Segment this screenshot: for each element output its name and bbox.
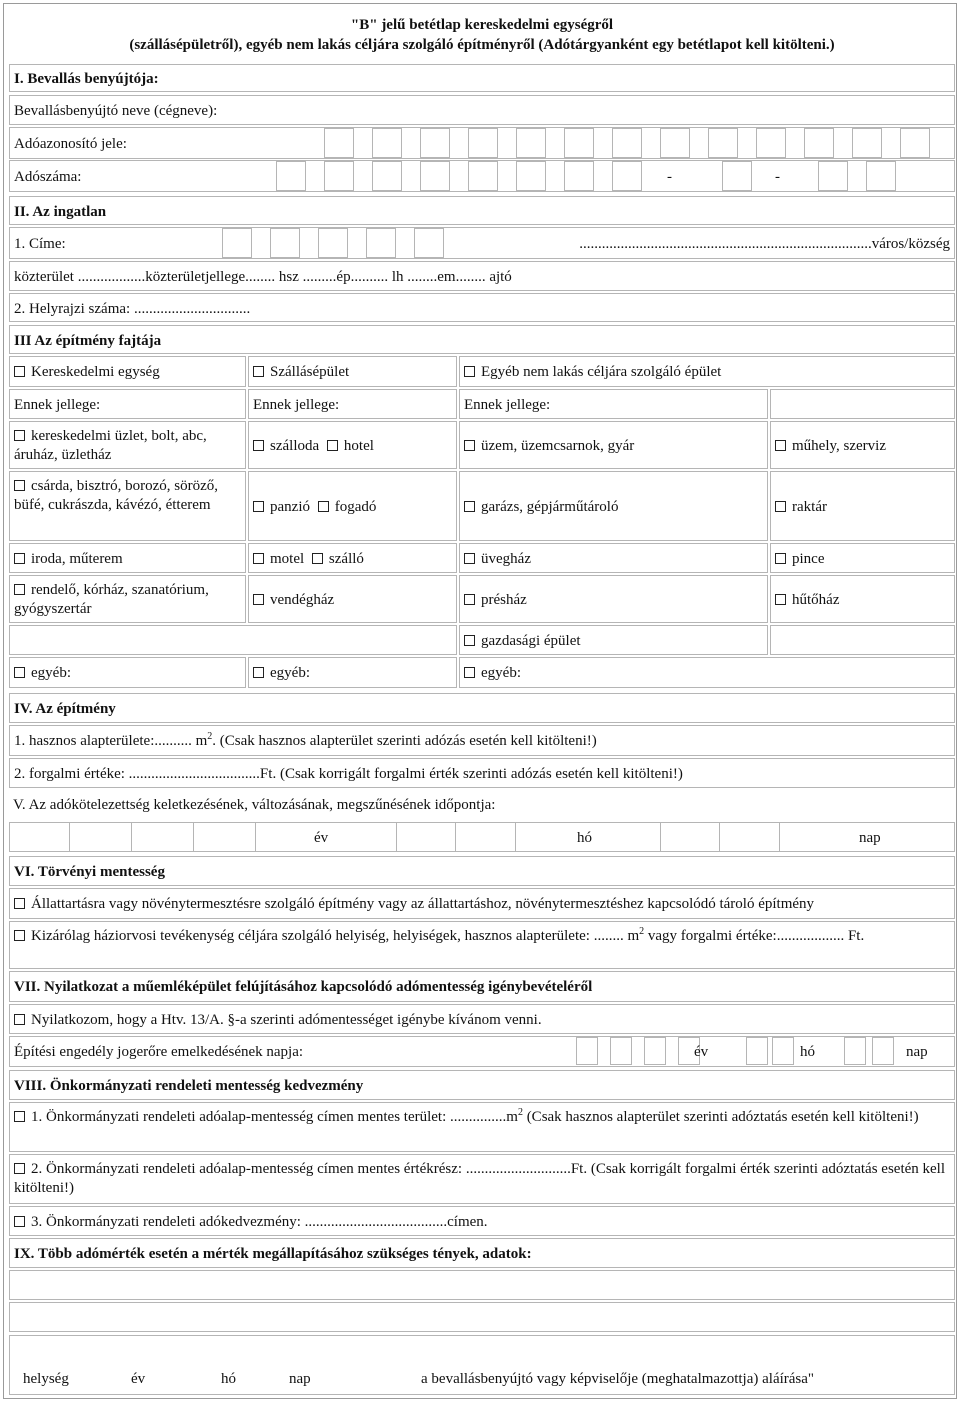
section-2-heading-row	[9, 196, 955, 225]
checkbox-icon[interactable]	[14, 1216, 25, 1227]
option-coldstore-label: hűtőház	[792, 592, 840, 608]
section-1-heading: I. Bevallás benyújtója:	[14, 71, 159, 87]
checkbox-icon[interactable]	[14, 480, 25, 491]
taxnum-row	[9, 160, 955, 192]
address-row	[9, 227, 955, 259]
option-garage[interactable]	[459, 471, 768, 541]
nature-label-cell	[459, 389, 768, 419]
month-digit-box[interactable]	[396, 823, 456, 851]
local-exemption-1-tail: (Csak hasznos alapterület szerinti adóztatás esetén kell kitölteni!)	[522, 1109, 919, 1125]
date-digit-box[interactable]	[70, 823, 132, 851]
taxid-digit-box[interactable]	[564, 128, 594, 158]
checkbox-icon[interactable]	[253, 440, 264, 451]
taxnum-digit-box[interactable]	[372, 161, 402, 191]
checkbox-icon[interactable]	[327, 440, 338, 451]
name-field[interactable]	[260, 96, 954, 124]
checkbox-icon[interactable]	[14, 930, 25, 941]
section-9-heading-row	[9, 1238, 955, 1268]
option-factory-label: üzem, üzemcsarnok, gyár	[481, 438, 635, 454]
date-digit-box[interactable]	[132, 823, 194, 851]
section-1-heading-row	[9, 64, 955, 92]
option-hotel-label: hotel	[343, 438, 374, 454]
permit-digit-box[interactable]	[772, 1037, 794, 1065]
option-office-label: iroda, műterem	[31, 551, 123, 567]
option-workshop-label: műhely, szerviz	[792, 438, 886, 454]
section-9-heading: IX. Több adómérték esetén a mérték megállapításához szükséges tények, adatok:	[14, 1246, 532, 1262]
signature-month-label: hó	[221, 1371, 236, 1387]
option-farm-building[interactable]	[459, 625, 768, 655]
taxid-digit-box[interactable]	[372, 128, 402, 158]
exemption-item-1-label: Állattartásra vagy növénytermesztésre szolgáló építmény vagy az állattartáshoz, növénytermesztéshez kapcsolódó tároló építmény	[31, 896, 815, 912]
city-suffix: ..............................................................................város/község	[579, 236, 950, 252]
category-other[interactable]	[459, 356, 955, 387]
taxid-digit-box[interactable]	[900, 128, 930, 158]
signature-year-label: év	[131, 1371, 146, 1387]
taxnum-digit-box[interactable]	[818, 161, 848, 191]
facts-field-2[interactable]	[9, 1302, 955, 1332]
year-label: év	[314, 830, 329, 846]
option-warehouse-label: raktár	[792, 499, 827, 515]
checkbox-icon[interactable]	[14, 584, 25, 595]
street-line: közterület ..................közterületjellege........ hsz .........ép.......... lh ........em........ ajtó	[14, 269, 512, 285]
form-header	[9, 10, 955, 60]
checkbox-icon[interactable]	[253, 594, 264, 605]
permit-date-row	[9, 1036, 955, 1067]
local-exemption-1-sup: 2	[517, 1107, 523, 1118]
area-note: . (Csak hasznos alapterület szerinti adózás esetén kell kitölteni!)	[212, 733, 597, 749]
signature-label: a bevallásbenyújtó vagy képviselője (meghatalmazottja) aláírása"	[421, 1371, 815, 1387]
checkbox-icon[interactable]	[464, 440, 475, 451]
section-7-heading-row	[9, 971, 955, 1002]
section-3-heading: III Az építmény fajtája	[14, 333, 162, 349]
section-2-heading: II. Az ingatlan	[14, 204, 107, 220]
checkbox-icon[interactable]	[775, 553, 786, 564]
day-label: nap	[859, 830, 881, 846]
nature-label: Ennek jellege:	[253, 397, 340, 413]
zip-digit-box[interactable]	[270, 228, 300, 258]
zip-digit-box[interactable]	[318, 228, 348, 258]
option-szalloda-label: szálloda	[270, 438, 320, 454]
street-row	[9, 261, 955, 291]
option-szallo-label: szálló	[328, 551, 364, 567]
permit-digit-box[interactable]	[872, 1037, 894, 1065]
taxid-label: Adóazonosító jele:	[14, 136, 127, 152]
taxnum-digit-box[interactable]	[612, 161, 642, 191]
parcel-row	[9, 293, 955, 322]
section-5-heading-row	[9, 790, 955, 820]
option-shop[interactable]	[9, 421, 246, 469]
signature-day-label: nap	[289, 1371, 311, 1387]
day-digit-box[interactable]	[660, 823, 720, 851]
declaration-row[interactable]	[9, 1004, 955, 1034]
checkbox-icon[interactable]	[14, 1111, 25, 1122]
local-exemption-1[interactable]	[9, 1102, 955, 1152]
option-cellar[interactable]	[770, 543, 955, 573]
option-other-1[interactable]	[9, 657, 246, 688]
option-office[interactable]	[9, 543, 246, 573]
exemption-item-2-text: Kizárólag háziorvosi tevékenység céljára szolgáló helyiség, helyiségek, hasznos alapterülete: ........ m	[31, 928, 640, 944]
option-other-3[interactable]	[459, 657, 955, 688]
option-other-3-label: egyéb:	[481, 665, 521, 681]
taxid-digit-box[interactable]	[660, 128, 690, 158]
checkbox-icon[interactable]	[14, 898, 25, 909]
checkbox-icon[interactable]	[14, 553, 25, 564]
checkbox-icon[interactable]	[464, 667, 475, 678]
value-line: 2. forgalmi értéke: ...................................Ft. (Csak korrigált forgalmi érték szerinti adózás esetén kell kitölteni!)	[14, 766, 683, 782]
option-farm-building-label: gazdasági épület	[481, 633, 581, 649]
permit-label: Építési engedély jogerőre emelkedésének napja:	[14, 1044, 304, 1060]
option-clinic-label: rendelő, kórház, szanatórium, gyógyszertár	[14, 582, 209, 617]
taxnum-digit-box[interactable]	[564, 161, 594, 191]
permit-digit-box[interactable]	[746, 1037, 768, 1065]
date-digit-box[interactable]	[194, 823, 256, 851]
nature-label-cell	[248, 389, 457, 419]
taxnum-label: Adószáma:	[14, 169, 82, 185]
empty-cell	[9, 625, 457, 655]
taxnum-digit-box[interactable]	[276, 161, 306, 191]
form-subtitle: (szállásépületről), egyéb nem lakás céljára szolgáló építményről (Adótárgyanként egy betétlapot kell kitölteni.)	[129, 37, 835, 53]
taxid-digit-box[interactable]	[468, 128, 498, 158]
section-5-heading: V. Az adókötelezettség keletkezésének, változásának, megszűnésének időpontja:	[13, 797, 496, 813]
exemption-item-2-tail: vagy forgalmi értéke:.................. Ft.	[644, 928, 865, 944]
checkbox-icon[interactable]	[775, 440, 786, 451]
address-label: 1. Címe:	[14, 236, 66, 252]
permit-digit-box[interactable]	[644, 1037, 666, 1065]
taxid-digit-box[interactable]	[420, 128, 450, 158]
option-coldstore[interactable]	[770, 575, 955, 623]
taxid-row	[9, 127, 955, 159]
month-label: hó	[577, 830, 592, 846]
declaration-label: Nyilatkozom, hogy a Htv. 13/A. §-a szerinti adómentességet igénybe kívánom venni.	[31, 1012, 542, 1028]
zip-digit-box[interactable]	[222, 228, 252, 258]
checkbox-icon[interactable]	[14, 667, 25, 678]
date-row	[9, 822, 955, 852]
permit-day-label: nap	[906, 1044, 928, 1060]
taxnum-dash: -	[667, 169, 672, 185]
taxnum-digit-box[interactable]	[866, 161, 896, 191]
section-8-heading: VIII. Önkormányzati rendeleti mentesség kedvezmény	[14, 1078, 364, 1094]
option-warehouse[interactable]	[770, 471, 955, 541]
zip-digit-box[interactable]	[414, 228, 444, 258]
nature-label-cell	[9, 389, 246, 419]
option-pension-row[interactable]	[248, 471, 457, 541]
option-other-2-label: egyéb:	[270, 665, 310, 681]
section-7-heading: VII. Nyilatkozat a műemléképület felújításához kapcsolódó adómentesség igénybevételéről	[14, 979, 593, 995]
option-panzio-label: panzió	[270, 499, 310, 515]
category-commercial-label: Kereskedelmi egység	[31, 364, 160, 380]
taxnum-digit-box[interactable]	[468, 161, 498, 191]
category-lodging[interactable]	[248, 356, 457, 387]
zip-digit-box[interactable]	[366, 228, 396, 258]
category-other-label: Egyéb nem lakás céljára szolgáló épület	[481, 364, 722, 380]
section-4-heading-row	[9, 693, 955, 723]
checkbox-icon[interactable]	[253, 667, 264, 678]
empty-cell	[770, 389, 955, 419]
local-exemption-3-text: 3. Önkormányzati rendeleti adókedvezmény: ......................................címen.	[31, 1214, 488, 1230]
exemption-item-1[interactable]	[9, 888, 955, 919]
taxid-digit-box[interactable]	[852, 128, 882, 158]
option-presshouse-label: présház	[481, 592, 527, 608]
taxid-digit-box[interactable]	[708, 128, 738, 158]
section-6-heading-row	[9, 856, 955, 886]
name-label: Bevallásbenyújtó neve (cégneve):	[14, 103, 218, 119]
permit-digit-box[interactable]	[576, 1037, 598, 1065]
permit-digit-box[interactable]	[610, 1037, 632, 1065]
exemption-item-2-sup: 2	[639, 926, 645, 937]
local-exemption-2-text: 2. Önkormányzati rendeleti adóalap-mentesség címen mentes értékrész: ............................Ft. (Csak korrigált forgalmi érték szerinti adóztatás esetén kell kitölteni!)	[14, 1161, 946, 1196]
option-cellar-label: pince	[792, 551, 825, 567]
taxnum-digit-box[interactable]	[324, 161, 354, 191]
checkbox-icon[interactable]	[253, 553, 264, 564]
checkbox-icon[interactable]	[14, 1163, 25, 1174]
section-8-heading-row	[9, 1070, 955, 1100]
option-guesthouse[interactable]	[248, 575, 457, 623]
checkbox-icon[interactable]	[464, 553, 475, 564]
checkbox-icon[interactable]	[14, 430, 25, 441]
checkbox-icon[interactable]	[318, 501, 329, 512]
option-guesthouse-label: vendégház	[270, 592, 335, 608]
section-4-heading: IV. Az építmény	[14, 701, 116, 717]
category-lodging-label: Szállásépület	[270, 364, 350, 380]
signature-place-label: helység	[23, 1371, 69, 1387]
option-other-2[interactable]	[248, 657, 457, 688]
empty-cell	[770, 625, 955, 655]
signature-block	[9, 1335, 955, 1395]
nature-label: Ennek jellege:	[14, 397, 101, 413]
day-digit-box[interactable]	[720, 823, 780, 851]
taxnum-digit-box[interactable]	[420, 161, 450, 191]
checkbox-icon[interactable]	[775, 594, 786, 605]
checkbox-icon[interactable]	[464, 635, 475, 646]
facts-field-1[interactable]	[9, 1270, 955, 1300]
area-text: 1. hasznos alapterülete:.......... m	[14, 733, 208, 749]
option-presshouse[interactable]	[459, 575, 768, 623]
taxnum-digit-box[interactable]	[722, 161, 752, 191]
parcel-line: 2. Helyrajzi száma: ...............................	[14, 301, 251, 317]
option-factory[interactable]	[459, 421, 768, 469]
permit-year-label: év	[694, 1044, 709, 1060]
option-restaurant[interactable]	[9, 471, 246, 541]
local-exemption-1-text: 1. Önkormányzati rendeleti adóalap-mentesség címen mentes terület: ...............m	[31, 1109, 518, 1125]
value-row	[9, 758, 955, 788]
month-digit-box[interactable]	[456, 823, 516, 851]
area-row	[9, 725, 955, 756]
option-garage-label: garázs, gépjárműtároló	[481, 499, 619, 515]
form-title: "B" jelű betétlap kereskedelmi egységről	[350, 17, 614, 33]
exemption-item-2[interactable]	[9, 921, 955, 969]
taxnum-digit-box[interactable]	[516, 161, 546, 191]
option-workshop[interactable]	[770, 421, 955, 469]
taxnum-dash: -	[775, 169, 780, 185]
permit-month-label: hó	[800, 1044, 815, 1060]
option-greenhouse-label: üvegház	[481, 551, 531, 567]
option-shop-label: kereskedelmi üzlet, bolt, abc, áruház, üzletház	[14, 428, 207, 463]
checkbox-icon[interactable]	[775, 501, 786, 512]
checkbox-icon[interactable]	[14, 1014, 25, 1025]
date-digit-box[interactable]	[10, 823, 70, 851]
local-exemption-2[interactable]	[9, 1154, 955, 1204]
checkbox-icon[interactable]	[253, 501, 264, 512]
form-page	[3, 3, 957, 1399]
option-motel-label: motel	[270, 551, 305, 567]
taxid-digit-box[interactable]	[324, 128, 354, 158]
option-fogado-label: fogadó	[334, 499, 377, 515]
option-other-1-label: egyéb:	[31, 665, 71, 681]
checkbox-icon[interactable]	[253, 366, 264, 377]
area-unit-sup: 2	[207, 731, 213, 742]
section-6-heading: VI. Törvényi mentesség	[14, 864, 165, 880]
permit-digit-box[interactable]	[844, 1037, 866, 1065]
option-motel-row[interactable]	[248, 543, 457, 573]
option-restaurant-label: csárda, bisztró, borozó, söröző, büfé, cukrászda, kávézó, étterem	[14, 478, 219, 513]
taxid-digit-box[interactable]	[516, 128, 546, 158]
option-greenhouse[interactable]	[459, 543, 768, 573]
category-commercial[interactable]	[9, 356, 246, 387]
option-hotel-row[interactable]	[248, 421, 457, 469]
taxid-digit-box[interactable]	[804, 128, 834, 158]
checkbox-icon[interactable]	[464, 594, 475, 605]
checkbox-icon[interactable]	[312, 553, 323, 564]
checkbox-icon[interactable]	[464, 501, 475, 512]
taxid-digit-box[interactable]	[612, 128, 642, 158]
checkbox-icon[interactable]	[14, 366, 25, 377]
local-exemption-3[interactable]	[9, 1206, 955, 1236]
checkbox-icon[interactable]	[464, 366, 475, 377]
option-clinic[interactable]	[9, 575, 246, 623]
taxid-digit-box[interactable]	[756, 128, 786, 158]
section-3-heading-row	[9, 325, 955, 354]
nature-label: Ennek jellege:	[464, 397, 551, 413]
name-row	[9, 95, 955, 125]
